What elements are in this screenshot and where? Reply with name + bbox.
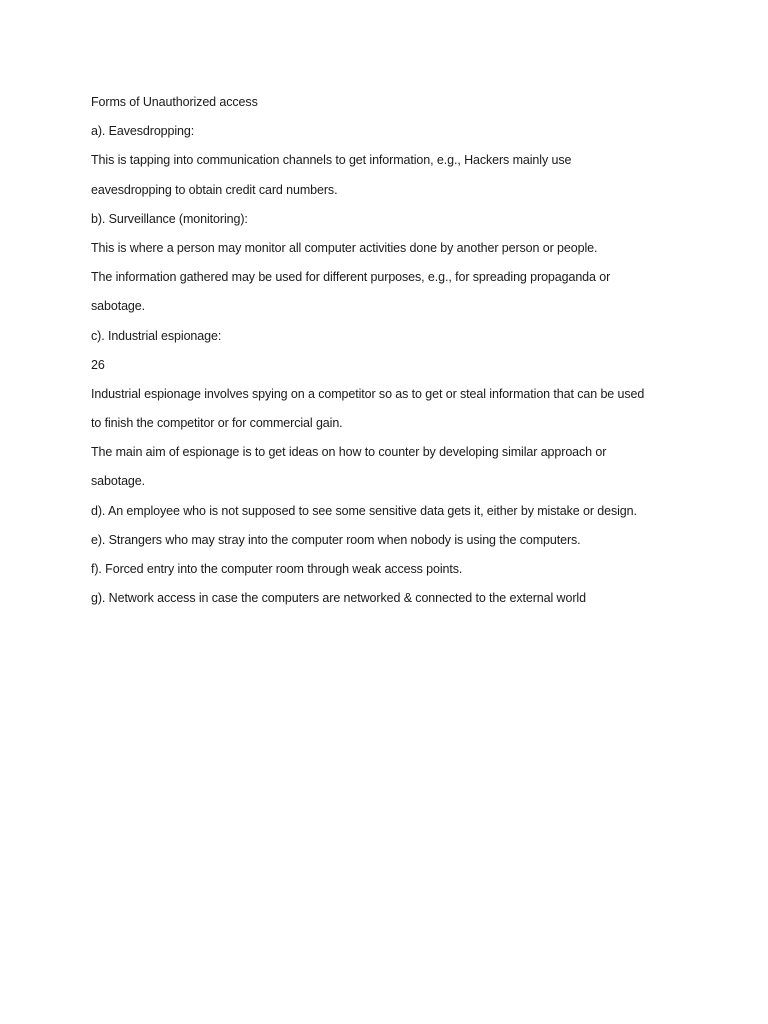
document-body: [91, 92, 711, 617]
document-heading: Forms of Unauthorized access: [91, 95, 258, 109]
paragraph-line: sabotage.: [91, 299, 146, 314]
list-item-e: e). Strangers who may stray into the computer room when nobody is using the computers.: [91, 532, 581, 547]
list-item-g: g). Network access in case the computers are networked & connected to the external world: [91, 591, 586, 606]
paragraph-line: This is tapping into communication channels to get information, e.g., Hackers mainly use: [91, 153, 572, 168]
paragraph-line: to finish the competitor or for commercial gain.: [91, 416, 343, 431]
list-item-f: f). Forced entry into the computer room through weak access points.: [91, 562, 463, 576]
paragraph-line: This is where a person may monitor all computer activities done by another person or people.: [91, 240, 598, 255]
paragraph-line: The information gathered may be used for different purposes, e.g., for spreading propaganda or: [91, 270, 611, 285]
section-c-heading: c). Industrial espionage:: [91, 328, 222, 343]
list-item-d: d). An employee who is not supposed to see some sensitive data gets it, either by mistake or design.: [91, 503, 637, 518]
paragraph-line: sabotage.: [91, 474, 146, 489]
paragraph-line: Industrial espionage involves spying on a competitor so as to get or steal information that can be used: [91, 386, 645, 401]
paragraph-line: eavesdropping to obtain credit card numbers.: [91, 182, 338, 197]
paragraph-line: The main aim of espionage is to get ideas on how to counter by developing similar approach or: [91, 445, 607, 460]
section-b-heading: b). Surveillance (monitoring):: [91, 211, 248, 226]
page-number: 26: [91, 357, 105, 372]
section-a-heading: a). Eavesdropping:: [91, 124, 195, 139]
